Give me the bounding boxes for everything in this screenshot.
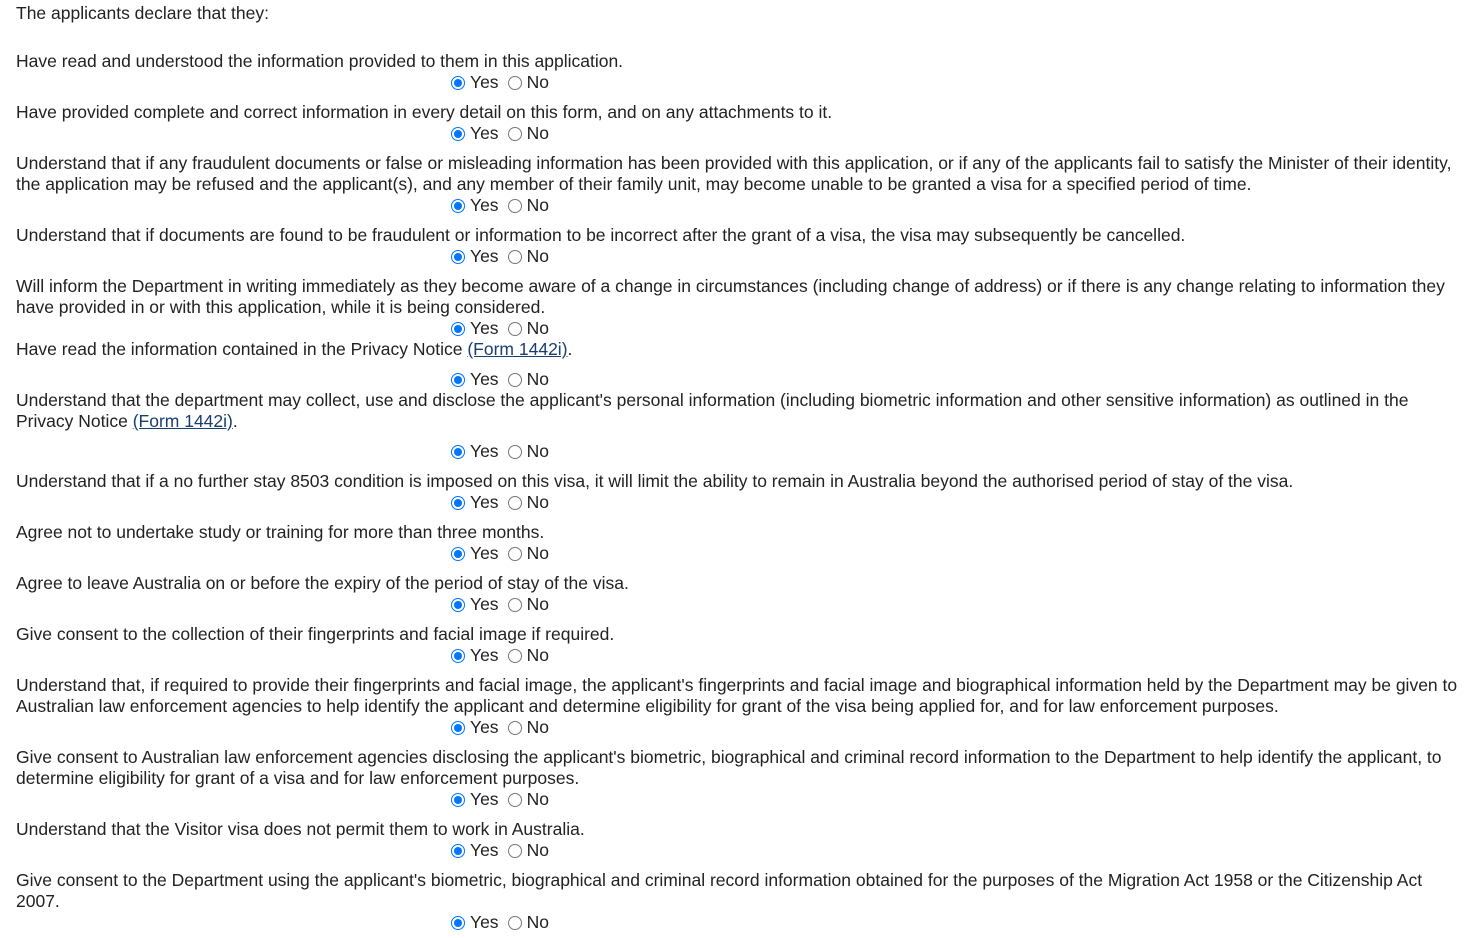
no-radio[interactable] [508,721,522,735]
yes-label[interactable]: Yes [470,72,499,92]
no-radio[interactable] [508,373,522,387]
yes-label[interactable]: Yes [470,492,499,512]
yes-radio[interactable] [451,598,465,612]
yes-label[interactable]: Yes [470,246,499,266]
yes-radio[interactable] [451,496,465,510]
no-label[interactable]: No [526,72,549,92]
declaration-statement: Agree not to undertake study or training for more than three months. [16,522,545,542]
no-radio[interactable] [508,844,522,858]
declaration-statement: Have read the information contained in the Privacy Notice [16,339,468,359]
yes-label[interactable]: Yes [470,369,499,389]
no-label[interactable]: No [526,123,549,143]
no-radio[interactable] [508,445,522,459]
no-radio[interactable] [508,649,522,663]
declaration-text [16,522,1468,543]
yes-radio[interactable] [451,844,465,858]
no-label[interactable]: No [526,717,549,737]
yes-label[interactable]: Yes [470,318,499,338]
no-label[interactable]: No [526,441,549,461]
yes-label[interactable]: Yes [470,789,499,809]
no-radio[interactable] [508,793,522,807]
yes-radio[interactable] [451,793,465,807]
no-label[interactable]: No [526,789,549,809]
yes-radio[interactable] [451,445,465,459]
declaration-statement: Understand that the department may collect, use and disclose the applicant's personal information (including biometric information and other sensitive information) as outlined in the Privacy Notice [16,390,1409,431]
yes-no-options [450,840,549,861]
yes-radio[interactable] [451,250,465,264]
yes-no-options [450,594,549,615]
yes-no-options [450,318,549,339]
no-radio[interactable] [508,598,522,612]
privacy-notice-link[interactable]: (Form 1442i) [467,339,568,359]
yes-radio[interactable] [451,127,465,141]
yes-radio[interactable] [451,649,465,663]
declaration-text [16,276,1468,318]
no-label[interactable]: No [526,840,549,860]
declaration-text [16,747,1468,789]
no-label[interactable]: No [526,246,549,266]
declaration-statement-end: . [232,411,238,431]
no-radio[interactable] [508,76,522,90]
no-label[interactable]: No [526,195,549,215]
no-radio[interactable] [508,916,522,930]
declaration-statement: Will inform the Department in writing immediately as they become aware of a change in circumstances (including change of address) or if there is any change relating to information they have provided in or with this application, while it is being considered. [16,276,1445,317]
declaration-statement-end: . [567,339,573,359]
declaration-text [16,573,1468,594]
yes-label[interactable]: Yes [470,912,499,932]
declaration-text [16,819,1468,840]
yes-no-options [450,441,549,462]
yes-label[interactable]: Yes [470,594,499,614]
no-radio[interactable] [508,127,522,141]
yes-no-options [450,789,549,810]
yes-no-options [450,246,549,267]
yes-no-options [450,717,549,738]
no-label[interactable]: No [526,318,549,338]
declaration-text [16,624,1468,645]
declaration-text [16,225,1468,246]
declaration-statement: Understand that, if required to provide their fingerprints and facial image, the applicant's fingerprints and facial image and biographical information held by the Department may be given to Australian law enforcement agencies to help identify the applicant and determine eligibility for grant of the visa being applied for, and for law enforcement purposes. [16,675,1458,716]
no-radio[interactable] [508,322,522,336]
declaration-statement: Give consent to the Department using the applicant's biometric, biographical and criminal record information obtained for the purposes of the Migration Act 1958 or the Citizenship Act 2007. [16,870,1423,911]
declaration-statement: Have provided complete and correct information in every detail on this form, and on any attachments to it. [16,102,833,122]
declaration-text [16,870,1468,912]
yes-no-options [450,543,549,564]
yes-no-options [450,72,549,93]
yes-no-options [450,123,549,144]
yes-no-options [450,645,549,666]
declaration-heading: The applicants declare that they: [16,3,269,23]
yes-label[interactable]: Yes [470,840,499,860]
yes-label[interactable]: Yes [470,543,499,563]
yes-no-options [450,369,549,390]
yes-label[interactable]: Yes [470,123,499,143]
declaration-statement: Understand that if a no further stay 8503 condition is imposed on this visa, it will limit the ability to remain in Australia beyond the authorised period of stay of the visa. [16,471,1294,491]
declaration-statement: Understand that if any fraudulent documents or false or misleading information has been provided with this application, or if any of the applicants fail to satisfy the Minister of their identity, the application may be refused and the applicant(s), and any member of their family unit, may become unable to be granted a visa for a specified period of time. [16,153,1452,194]
yes-radio[interactable] [451,373,465,387]
declaration-text [16,102,1468,123]
no-label[interactable]: No [526,492,549,512]
yes-radio[interactable] [451,547,465,561]
declaration-statement: Understand that the Visitor visa does not permit them to work in Australia. [16,819,585,839]
privacy-notice-link[interactable]: (Form 1442i) [132,411,233,431]
declaration-statement: Agree to leave Australia on or before the expiry of the period of stay of the visa. [16,573,629,593]
yes-label[interactable]: Yes [470,645,499,665]
yes-radio[interactable] [451,916,465,930]
yes-radio[interactable] [451,76,465,90]
no-label[interactable]: No [526,645,549,665]
yes-no-options [450,912,549,933]
declaration-text [16,51,1468,72]
yes-radio[interactable] [451,322,465,336]
no-label[interactable]: No [526,912,549,932]
yes-label[interactable]: Yes [470,195,499,215]
yes-no-options [450,195,549,216]
declaration-statement: Have read and understood the information provided to them in this application. [16,51,624,71]
declaration-text [16,153,1468,195]
yes-label[interactable]: Yes [470,441,499,461]
no-radio[interactable] [508,199,522,213]
yes-label[interactable]: Yes [470,717,499,737]
no-radio[interactable] [508,250,522,264]
declaration-statement: Understand that if documents are found to be fraudulent or information to be incorrect after the grant of a visa, the visa may subsequently be cancelled. [16,225,1186,245]
declaration-statement: Give consent to the collection of their fingerprints and facial image if required. [16,624,615,644]
no-label[interactable]: No [526,369,549,389]
yes-radio[interactable] [451,721,465,735]
yes-no-options [450,492,549,513]
no-label[interactable]: No [526,594,549,614]
no-radio[interactable] [508,547,522,561]
declaration-text [16,339,1468,360]
no-radio[interactable] [508,496,522,510]
declaration-text [16,390,1468,432]
yes-radio[interactable] [451,199,465,213]
declaration-text [16,471,1468,492]
declaration-statement: Give consent to Australian law enforcement agencies disclosing the applicant's biometric, biographical and criminal record information to the Department to help identify the applicant, to determine eligibility for grant of a visa and for law enforcement purposes. [16,747,1442,788]
declaration-text [16,675,1468,717]
no-label[interactable]: No [526,543,549,563]
